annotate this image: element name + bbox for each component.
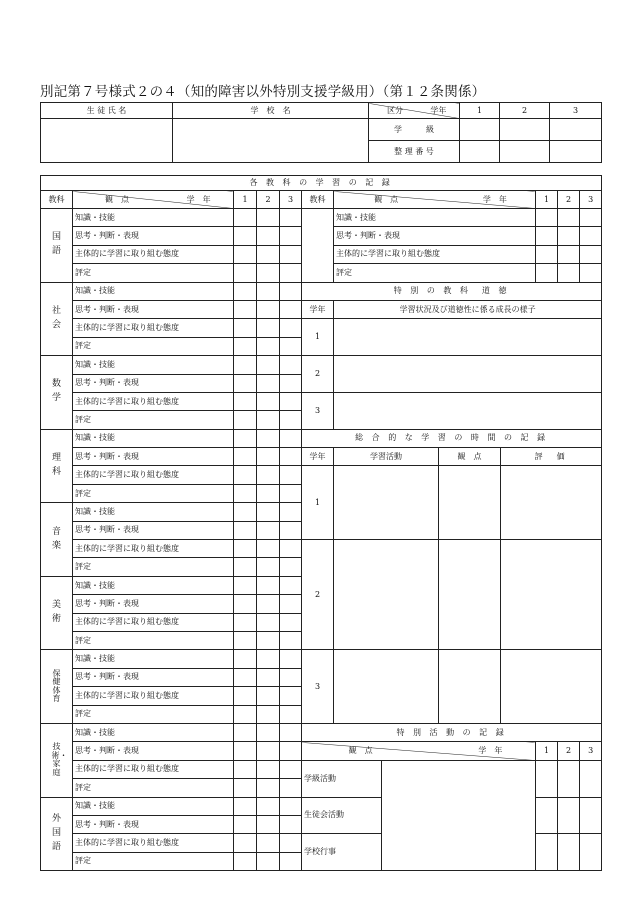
score-cell[interactable] [234, 540, 257, 558]
special-year-3-header: 3 [580, 742, 602, 760]
year-3-header: 3 [550, 103, 602, 119]
special-item-gakkyu-katsudo: 学級活動 [302, 760, 382, 797]
kubun-gakunen-header: 区分 学年 [369, 103, 460, 119]
score-cell[interactable] [280, 558, 302, 576]
subject-blank-right[interactable] [302, 209, 334, 283]
aspect-label: 思考・判断・表現 [73, 668, 234, 686]
gakkyu-label: 学 級 [369, 119, 460, 141]
score-cell-right[interactable] [580, 227, 602, 245]
score-cell[interactable] [257, 650, 280, 668]
score-cell[interactable] [280, 742, 302, 760]
score-cell-right[interactable] [536, 264, 558, 282]
moral-desc-header: 学習状況及び道徳性に係る成長の様子 [334, 300, 602, 318]
score-cell[interactable] [257, 282, 280, 300]
col-subject-header: 教科 [41, 191, 73, 209]
integrated-activity-1[interactable] [334, 466, 439, 540]
score-cell[interactable] [280, 613, 302, 631]
score-cell[interactable] [257, 742, 280, 760]
score-cell[interactable] [257, 668, 280, 686]
score-cell[interactable] [280, 227, 302, 245]
aspect-label: 思考・判断・表現 [73, 448, 234, 466]
score-cell[interactable] [234, 631, 257, 649]
score-cell[interactable] [280, 521, 302, 539]
score-cell[interactable] [257, 595, 280, 613]
aspect-label: 評定 [73, 411, 234, 429]
aspect-label-right: 知識・技能 [334, 209, 536, 227]
score-cell[interactable] [257, 264, 280, 282]
score-cell[interactable] [280, 448, 302, 466]
aspect-label: 知識・技能 [73, 797, 234, 815]
score-cell[interactable] [234, 742, 257, 760]
score-cell[interactable] [234, 558, 257, 576]
special-check-gakko-gyoji-2[interactable] [558, 834, 580, 871]
score-cell[interactable] [234, 521, 257, 539]
special-viewpoint-field[interactable] [382, 760, 536, 870]
special-check-gakkyu-katsudo-3[interactable] [580, 760, 602, 797]
score-cell-right[interactable] [536, 209, 558, 227]
year-1-header: 1 [460, 103, 500, 119]
score-cell[interactable] [257, 558, 280, 576]
aspect-label: 知識・技能 [73, 356, 234, 374]
aspect-label: 評定 [73, 264, 234, 282]
score-cell[interactable] [234, 337, 257, 355]
gakkyu-2-field[interactable] [500, 119, 550, 141]
score-cell-right[interactable] [558, 264, 580, 282]
year-3-header-right: 3 [580, 191, 602, 209]
score-cell[interactable] [280, 264, 302, 282]
aspect-label: 思考・判断・表現 [73, 521, 234, 539]
score-cell[interactable] [257, 687, 280, 705]
score-cell[interactable] [257, 484, 280, 502]
score-cell[interactable] [280, 631, 302, 649]
records-title: 各 教 科 の 学 習 の 記 録 [41, 176, 602, 191]
moral-desc-3[interactable] [334, 392, 602, 429]
score-cell-right[interactable] [580, 209, 602, 227]
aspect-label: 思考・判断・表現 [73, 742, 234, 760]
subject-bijutsu: 美術 [41, 576, 73, 650]
score-cell[interactable] [257, 779, 280, 797]
subject-shakai: 社会 [41, 282, 73, 356]
special-check-gakkyu-katsudo-2[interactable] [558, 760, 580, 797]
score-cell[interactable] [280, 595, 302, 613]
score-cell-right[interactable] [558, 209, 580, 227]
year-2-header-left: 2 [257, 191, 280, 209]
moral-desc-1[interactable] [334, 319, 602, 356]
score-cell[interactable] [257, 834, 280, 852]
records-table [40, 175, 602, 871]
aspect-label: 知識・技能 [73, 576, 234, 594]
score-cell[interactable] [234, 815, 257, 833]
aspect-label: 主体的に学習に取り組む態度 [73, 760, 234, 778]
aspect-label: 主体的に学習に取り組む態度 [73, 466, 234, 484]
subject-kokugo: 国語 [41, 209, 73, 283]
integrated-year-2: 2 [302, 540, 334, 650]
score-cell[interactable] [257, 466, 280, 484]
aspect-label: 主体的に学習に取り組む態度 [73, 687, 234, 705]
student-name-field[interactable] [41, 119, 173, 163]
score-cell[interactable] [234, 852, 257, 870]
score-cell[interactable] [280, 374, 302, 392]
seiri-1-field[interactable] [460, 141, 500, 163]
score-cell[interactable] [280, 779, 302, 797]
subject-rika: 理科 [41, 429, 73, 503]
integrated-eval-3[interactable] [501, 650, 602, 724]
score-cell[interactable] [280, 576, 302, 594]
integrated-activity-2[interactable] [334, 540, 439, 650]
aspect-label: 主体的に学習に取り組む態度 [73, 392, 234, 410]
special-check-gakkyu-katsudo-1[interactable] [536, 760, 558, 797]
aspect-label: 知識・技能 [73, 650, 234, 668]
score-cell[interactable] [234, 797, 257, 815]
score-cell[interactable] [257, 576, 280, 594]
aspect-label: 主体的に学習に取り組む態度 [73, 834, 234, 852]
score-cell[interactable] [234, 300, 257, 318]
moral-title: 特 別 の 教 科 道 徳 [302, 282, 602, 300]
score-cell[interactable] [257, 448, 280, 466]
viewpoint-year-header-left: 観 点 学 年 [73, 191, 234, 209]
integrated-viewpoint-1[interactable] [439, 466, 501, 540]
score-cell[interactable] [280, 300, 302, 318]
subject-hoken-taiiku: 保健体育 [41, 650, 73, 724]
moral-year-header: 学年 [302, 300, 334, 318]
score-cell[interactable] [257, 613, 280, 631]
col-subject-header-right: 教科 [302, 191, 334, 209]
score-cell[interactable] [257, 797, 280, 815]
integrated-activity-3[interactable] [334, 650, 439, 724]
score-cell[interactable] [234, 503, 257, 521]
score-cell-right[interactable] [536, 245, 558, 263]
score-cell-right[interactable] [580, 264, 602, 282]
score-cell[interactable] [234, 245, 257, 263]
special-check-seitokai-katsudo-1[interactable] [536, 797, 558, 834]
aspect-label: 思考・判断・表現 [73, 815, 234, 833]
aspect-label: 評定 [73, 337, 234, 355]
special-viewpoint-year-header: 観 点 学 年 [302, 742, 536, 760]
score-cell[interactable] [234, 613, 257, 631]
score-cell[interactable] [234, 723, 257, 741]
seiri-3-field[interactable] [550, 141, 602, 163]
aspect-label: 知識・技能 [73, 723, 234, 741]
score-cell[interactable] [280, 466, 302, 484]
aspect-label-right: 評定 [334, 264, 536, 282]
integrated-year-1: 1 [302, 466, 334, 540]
score-cell[interactable] [257, 521, 280, 539]
score-cell[interactable] [234, 282, 257, 300]
year-2-header-right: 2 [558, 191, 580, 209]
score-cell[interactable] [257, 815, 280, 833]
moral-year-2: 2 [302, 356, 334, 393]
aspect-label: 思考・判断・表現 [73, 227, 234, 245]
aspect-label: 評定 [73, 631, 234, 649]
integrated-year-3: 3 [302, 650, 334, 724]
integrated-viewpoint-header: 観 点 [439, 448, 501, 466]
score-cell[interactable] [280, 337, 302, 355]
gakkyu-3-field[interactable] [550, 119, 602, 141]
score-cell[interactable] [234, 595, 257, 613]
integrated-year-header: 学年 [302, 448, 334, 466]
integrated-activity-header: 学習活動 [334, 448, 439, 466]
score-cell[interactable] [280, 245, 302, 263]
integrated-viewpoint-3[interactable] [439, 650, 501, 724]
aspect-label: 知識・技能 [73, 429, 234, 447]
subject-gaikokugo: 外国語 [41, 797, 73, 871]
score-cell[interactable] [280, 687, 302, 705]
seiri-label: 整 理 番 号 [369, 141, 460, 163]
score-cell[interactable] [234, 319, 257, 337]
year-1-header-left: 1 [234, 191, 257, 209]
integrated-viewpoint-2[interactable] [439, 540, 501, 650]
score-cell[interactable] [257, 227, 280, 245]
aspect-label: 主体的に学習に取り組む態度 [73, 319, 234, 337]
score-cell[interactable] [234, 448, 257, 466]
score-cell[interactable] [234, 227, 257, 245]
score-cell[interactable] [234, 356, 257, 374]
score-cell[interactable] [234, 209, 257, 227]
score-cell[interactable] [234, 264, 257, 282]
aspect-label: 知識・技能 [73, 503, 234, 521]
integrated-eval-1[interactable] [501, 466, 602, 540]
aspect-label: 主体的に学習に取り組む態度 [73, 540, 234, 558]
score-cell[interactable] [234, 687, 257, 705]
score-cell[interactable] [257, 300, 280, 318]
special-year-1-header: 1 [536, 742, 558, 760]
aspect-label-right: 主体的に学習に取り組む態度 [334, 245, 536, 263]
special-year-2-header: 2 [558, 742, 580, 760]
aspect-label: 評定 [73, 779, 234, 797]
score-cell[interactable] [257, 503, 280, 521]
special-check-seitokai-katsudo-3[interactable] [580, 797, 602, 834]
student-name-header: 生 徒 氏 名 [41, 103, 173, 119]
viewpoint-year-header-right: 観 点 学 年 [334, 191, 536, 209]
score-cell[interactable] [234, 576, 257, 594]
special-check-gakko-gyoji-3[interactable] [580, 834, 602, 871]
aspect-label: 評定 [73, 558, 234, 576]
score-cell[interactable] [257, 356, 280, 374]
special-title: 特 別 活 動 の 記 録 [302, 723, 602, 741]
score-cell[interactable] [234, 650, 257, 668]
score-cell[interactable] [257, 852, 280, 870]
score-cell[interactable] [257, 429, 280, 447]
gakkyu-1-field[interactable] [460, 119, 500, 141]
score-cell[interactable] [234, 779, 257, 797]
score-cell[interactable] [280, 815, 302, 833]
special-item-seitokai-katsudo: 生徒会活動 [302, 797, 382, 834]
form-title: 別記第７号様式２の４（知的障害以外特別支援学級用）（第１２条関係） [40, 84, 486, 100]
score-cell[interactable] [257, 540, 280, 558]
score-cell[interactable] [280, 760, 302, 778]
score-cell[interactable] [257, 392, 280, 410]
score-cell[interactable] [257, 374, 280, 392]
score-cell[interactable] [280, 723, 302, 741]
moral-desc-2[interactable] [334, 356, 602, 393]
score-cell[interactable] [257, 705, 280, 723]
aspect-label: 評定 [73, 705, 234, 723]
subject-gijutsu-katei: 技術・家庭 [41, 723, 73, 797]
special-check-seitokai-katsudo-2[interactable] [558, 797, 580, 834]
score-cell[interactable] [280, 411, 302, 429]
score-cell[interactable] [257, 245, 280, 263]
score-cell[interactable] [257, 631, 280, 649]
score-cell[interactable] [280, 650, 302, 668]
moral-year-1: 1 [302, 319, 334, 356]
special-item-gakko-gyoji: 学校行事 [302, 834, 382, 871]
score-cell[interactable] [280, 429, 302, 447]
score-cell[interactable] [280, 668, 302, 686]
subject-sugaku: 数学 [41, 356, 73, 430]
score-cell[interactable] [234, 374, 257, 392]
aspect-label-right: 思考・判断・表現 [334, 227, 536, 245]
score-cell[interactable] [280, 797, 302, 815]
score-cell-right[interactable] [536, 227, 558, 245]
year-1-header-right: 1 [536, 191, 558, 209]
score-cell[interactable] [234, 760, 257, 778]
score-cell-right[interactable] [558, 245, 580, 263]
seiri-2-field[interactable] [500, 141, 550, 163]
score-cell[interactable] [280, 540, 302, 558]
score-cell[interactable] [280, 319, 302, 337]
score-cell[interactable] [234, 705, 257, 723]
score-cell[interactable] [257, 760, 280, 778]
score-cell-right[interactable] [580, 245, 602, 263]
aspect-label: 知識・技能 [73, 209, 234, 227]
integrated-title: 総 合 的 な 学 習 の 時 間 の 記 録 [302, 429, 602, 447]
integrated-eval-2[interactable] [501, 540, 602, 650]
aspect-label: 評定 [73, 484, 234, 502]
score-cell[interactable] [234, 411, 257, 429]
aspect-label: 主体的に学習に取り組む態度 [73, 245, 234, 263]
aspect-label: 知識・技能 [73, 282, 234, 300]
score-cell[interactable] [257, 723, 280, 741]
score-cell[interactable] [280, 209, 302, 227]
aspect-label: 評定 [73, 852, 234, 870]
aspect-label: 思考・判断・表現 [73, 374, 234, 392]
integrated-eval-header: 評 価 [501, 448, 602, 466]
score-cell[interactable] [280, 834, 302, 852]
score-cell[interactable] [257, 337, 280, 355]
score-cell[interactable] [280, 705, 302, 723]
year-2-header: 2 [500, 103, 550, 119]
special-check-gakko-gyoji-1[interactable] [536, 834, 558, 871]
score-cell[interactable] [280, 852, 302, 870]
score-cell[interactable] [280, 282, 302, 300]
score-cell[interactable] [280, 503, 302, 521]
header-table [40, 102, 602, 163]
aspect-label: 思考・判断・表現 [73, 300, 234, 318]
score-cell[interactable] [234, 429, 257, 447]
score-cell[interactable] [257, 209, 280, 227]
aspect-label: 思考・判断・表現 [73, 595, 234, 613]
score-cell[interactable] [257, 319, 280, 337]
score-cell[interactable] [280, 392, 302, 410]
score-cell[interactable] [280, 356, 302, 374]
score-cell-right[interactable] [558, 227, 580, 245]
score-cell[interactable] [234, 392, 257, 410]
aspect-label: 主体的に学習に取り組む態度 [73, 613, 234, 631]
score-cell[interactable] [234, 466, 257, 484]
score-cell[interactable] [234, 484, 257, 502]
score-cell[interactable] [234, 834, 257, 852]
score-cell[interactable] [234, 668, 257, 686]
score-cell[interactable] [257, 411, 280, 429]
school-name-field[interactable] [173, 119, 369, 163]
school-name-header: 学 校 名 [173, 103, 369, 119]
year-3-header-left: 3 [280, 191, 302, 209]
score-cell[interactable] [280, 484, 302, 502]
subject-ongaku: 音楽 [41, 503, 73, 577]
moral-year-3: 3 [302, 392, 334, 429]
